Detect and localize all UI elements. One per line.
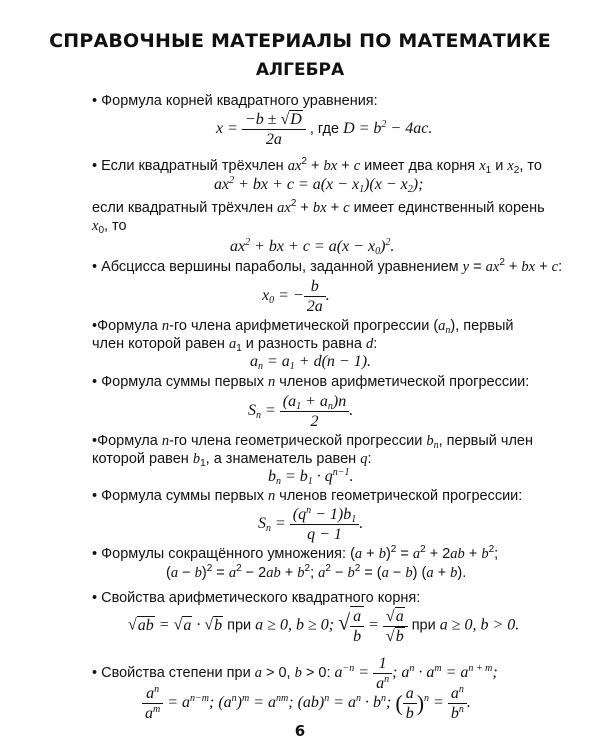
formula-sqrt-props: √ab = √a · √b при a ≥ 0, b ≥ 0; √ $\frac{a}{b}$ = $\frac{√a}{√b}$ при a ≥ 0, b > 0. (128, 607, 520, 645)
item-text: Формулы сокращённого умножения: (101, 546, 347, 562)
formula-vertex: $x_0$ = − $\frac{b}{2a}$ . (262, 278, 330, 315)
bullet-icon: • (92, 488, 102, 504)
item-geom-nth: •Формула n-го члена геометрической прогрессии $b_n$, первый член (92, 433, 533, 451)
item-power-props: • Свойства степени при a > 0, b > 0: $a^{-n}$ = $\frac{1}{a^n}$ ; $a^n \cdot a^m = a^{n + m}$; (92, 655, 498, 692)
item-geom-sum: • Формула суммы первых n членов геометрической прогрессии: (92, 488, 523, 504)
item-sqrt-props (92, 590, 420, 606)
item-text: , первый член (438, 433, 533, 449)
item-text: , первый (455, 318, 514, 334)
item-text: -го члена арифметической прогрессии (169, 318, 430, 334)
item-text: Формула (97, 318, 158, 334)
item-geom-nth-2: которой равен $b_1$, а знаменатель равен q: (92, 451, 372, 469)
item-arith-sum: • Формула суммы первых n членов арифметической прогрессии: (92, 374, 530, 390)
item-factorization-single-2: $x_0$, то (92, 218, 127, 236)
bullet-icon: • (92, 433, 98, 449)
item-text: имеет единственный корень (353, 200, 545, 216)
bullet-icon: • (92, 259, 102, 275)
item-text: член которой равен (92, 336, 225, 352)
item-text: Если квадратный трёхчлен (101, 158, 284, 174)
formula-geom-sum: $S_n$ = $\frac{(q^n - 1)b_1}{q - 1}$ . (258, 505, 364, 543)
item-text: -го члена геометрической прогрессии (169, 433, 423, 449)
formula-short-mult: $(a - b)^2 = a^2 - 2ab + b^2$; $a^2 - b^2 = (a - b) (a + b)$. (166, 563, 467, 581)
item-arith-nth-2: член которой равен $a_1$ и разность равна d: (92, 336, 378, 354)
item-text: и (495, 158, 504, 174)
item-quadratic-roots (92, 93, 378, 109)
item-text: , а знаменатель равен (205, 451, 357, 467)
item-factorization-single: если квадратный трёхчлен $ax^2$ + bx + c имеет единственный корень (92, 198, 545, 216)
formula-arith-sum: $S_n$ = $\frac{(a_1 + a_n)n}{2}$ . (248, 393, 354, 430)
formula-where-text: , где (309, 121, 340, 138)
item-vertex: • Абсцисса вершины параболы, заданной уравнением $y = ax^2$ + bx + c: (92, 257, 563, 275)
page-number: 6 (294, 722, 306, 740)
bullet-icon: • (92, 374, 102, 390)
item-text: при (227, 617, 252, 634)
formula-quadratic-roots: x = $\frac{-b \pm √D}{2a}$ , где $D = b^2 - 4ac$. (216, 111, 433, 148)
item-text: которой равен (92, 451, 189, 467)
item-text: Свойства арифметического квадратного корня: (101, 590, 421, 606)
formula-arith-nth: $a_n = a_1 + d(n - 1)$. (250, 353, 372, 372)
item-text: Свойства степени при (101, 665, 251, 682)
bullet-icon: • (92, 665, 102, 682)
page-title: СПРАВОЧНЫЕ МАТЕРИАЛЫ ПО МАТЕМАТИКЕ (49, 30, 551, 52)
bullet-icon: • (92, 318, 98, 334)
bullet-icon: • (92, 93, 102, 109)
item-text: Абсцисса вершины параболы, заданной уравнением (101, 259, 459, 275)
item-text: имеет два корня (364, 158, 476, 174)
item-text: Формула корней квадратного уравнения: (101, 93, 378, 109)
item-factorization: • Если квадратный трёхчлен $ax^2$ + bx + c имеет два корня $x_1$ и $x_2$, то (92, 156, 542, 176)
item-text: , то (104, 218, 127, 234)
item-text: при (411, 617, 436, 634)
item-text: членов геометрической прогрессии: (279, 488, 523, 504)
formula-power-props: $\frac{a^n}{a^m}$ = $a^{n-m}$; $(a^n)^m = a^{nm}$; $(ab)^n = a^n \cdot b^n$; ( $\frac{a}{b}$ )$^n$ = $\frac{a^n}{b^n}$ . (142, 684, 471, 723)
item-arith-nth: •Формула n-го члена арифметической прогрессии $(a_n)$, первый (92, 318, 514, 336)
formula-factorization-single-root: $ax^2$ + bx + $c = a(x - x_0)^2$. (230, 237, 395, 257)
section-title: АЛГЕБРА (255, 60, 345, 80)
formula-geom-nth: $b_n = b_1 \cdot q^{n-1}$. (268, 467, 354, 487)
item-text: Формула (97, 433, 158, 449)
bullet-icon: • (92, 546, 102, 562)
item-text: Формула суммы первых (101, 374, 264, 390)
bullet-icon: • (92, 158, 102, 174)
item-text: если квадратный трёхчлен (92, 200, 274, 216)
item-text: членов арифметической прогрессии: (279, 374, 530, 390)
formula-factorization-two-roots: $ax^2$ + bx + $c = a(x - x_1)(x - x_2)$; (214, 175, 424, 195)
item-text: Формула суммы первых (101, 488, 264, 504)
item-text: , то (519, 158, 542, 174)
item-text: и разность равна (245, 336, 362, 352)
bullet-icon: • (92, 590, 102, 606)
item-short-mult: • Формулы сокращённого умножения: $(a + b)^2 = a^2 + 2ab + b^2$; (92, 544, 499, 562)
